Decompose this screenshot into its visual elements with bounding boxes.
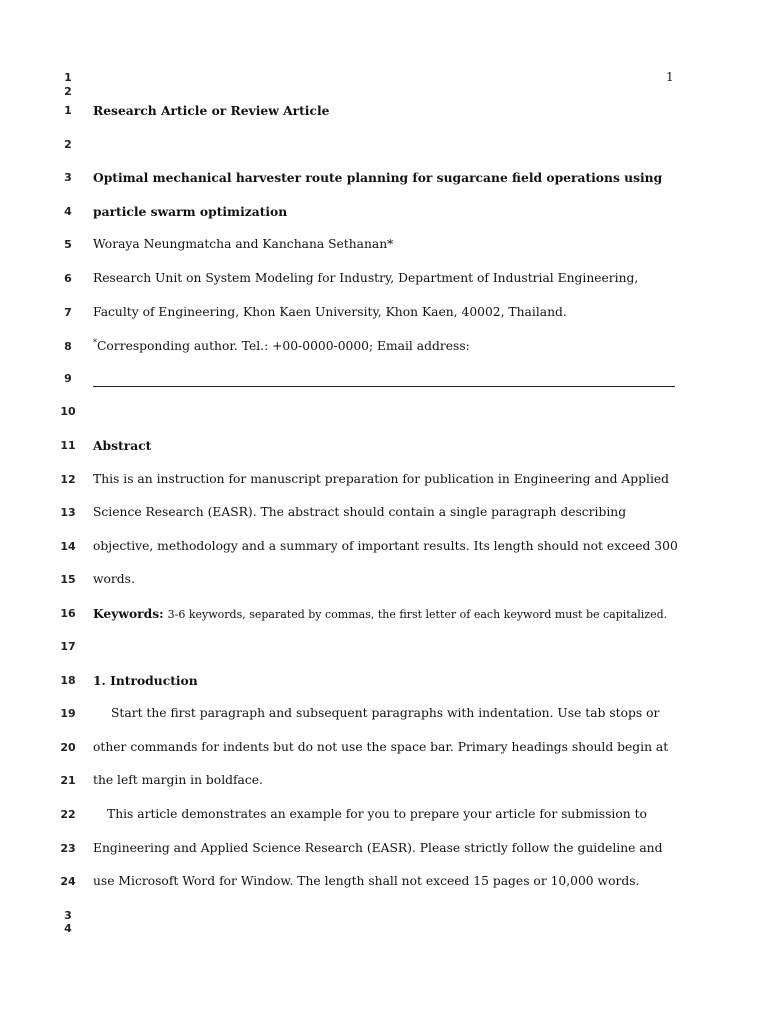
abstract-heading: Abstract — [93, 438, 152, 453]
line-number: 14 — [60, 540, 76, 553]
line-number: 24 — [60, 875, 76, 888]
affiliation: Research Unit on System Modeling for Industry, Department of Industrial Engineering, — [93, 271, 639, 285]
line-number: 8 — [64, 340, 72, 353]
divider — [93, 386, 675, 387]
abstract-text: objective, methodology and a summary of important results. Its length should not exceed 300 — [93, 539, 678, 553]
paper-title: particle swarm optimization — [93, 204, 288, 219]
line-number: 7 — [64, 306, 72, 319]
article-type: Research Article or Review Article — [93, 103, 330, 118]
body-text: Start the first paragraph and subsequent paragraphs with indentation. Use tab stops or — [111, 706, 660, 720]
abstract-text: words. — [93, 572, 135, 586]
line-number: 4 — [64, 205, 72, 218]
line-number: 21 — [60, 774, 76, 787]
line-number: 17 — [60, 640, 76, 653]
section-heading: 1. Introduction — [93, 673, 198, 688]
body-text: Engineering and Applied Science Research (EASR). Please strictly follow the guideline and — [93, 841, 663, 855]
authors: Woraya Neungmatcha and Kanchana Sethanan* — [93, 237, 394, 251]
line-number: 18 — [60, 674, 76, 687]
keywords: Keywords: 3-6 keywords, separated by commas, the first letter of each keyword must be capitalized. — [93, 606, 668, 621]
line-number: 10 — [60, 405, 76, 418]
line-number: 16 — [60, 607, 76, 620]
line-number: 2 — [64, 138, 72, 151]
line-number: 6 — [64, 272, 72, 285]
line-number: 3 — [64, 171, 72, 184]
body-text: the left margin in boldface. — [93, 773, 263, 787]
page-number: 1 — [666, 70, 674, 84]
body-text: This article demonstrates an example for you to prepare your article for submission to — [107, 807, 647, 821]
line-number: 12 — [60, 473, 76, 486]
affiliation: Faculty of Engineering, Khon Kaen University, Khon Kaen, 40002, Thailand. — [93, 305, 567, 319]
corresponding-author: *Corresponding author. Tel.: +00-0000-0000; Email address: — [93, 337, 470, 353]
line-number: 23 — [60, 842, 76, 855]
line-number: 20 — [60, 741, 76, 754]
paper-title: Optimal mechanical harvester route planning for sugarcane field operations using — [93, 170, 663, 185]
abstract-text: Science Research (EASR). The abstract should contain a single paragraph describing — [93, 505, 627, 519]
line-number: 2 — [64, 85, 72, 98]
line-number: 11 — [60, 439, 76, 452]
line-number: 1 — [64, 104, 72, 117]
line-number: 15 — [60, 573, 76, 586]
line-number: 19 — [60, 707, 76, 720]
line-number: 22 — [60, 808, 76, 821]
line-number: 9 — [64, 372, 72, 385]
abstract-text: This is an instruction for manuscript preparation for publication in Engineering and Applied — [93, 472, 670, 486]
line-number: 3 — [64, 909, 72, 922]
body-text: other commands for indents but do not use the space bar. Primary headings should begin at — [93, 740, 669, 754]
body-text: use Microsoft Word for Window. The length shall not exceed 15 pages or 10,000 words. — [93, 874, 640, 888]
line-number: 5 — [64, 238, 72, 251]
line-number: 1 — [64, 71, 72, 84]
line-number: 13 — [60, 506, 76, 519]
line-number: 4 — [64, 922, 72, 935]
